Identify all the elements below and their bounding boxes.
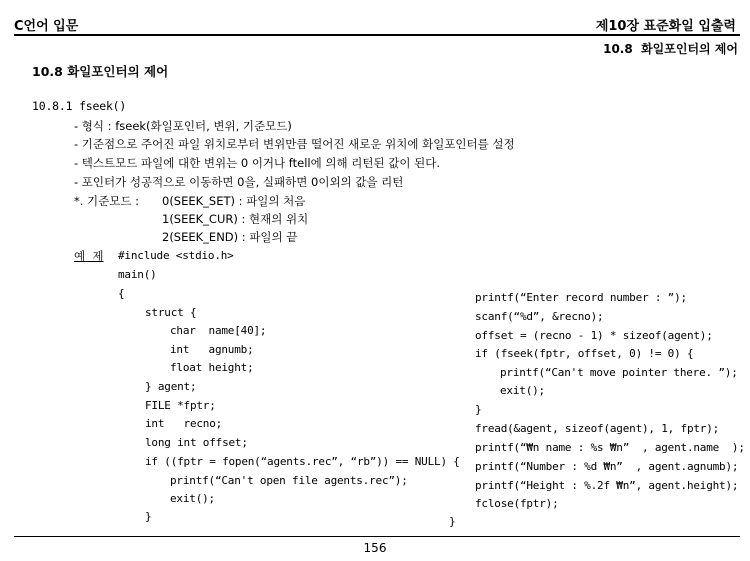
mode-seek-cur: 1(SEEK_CUR) : 현재의 위치: [162, 212, 309, 226]
code-offset: long int offset;: [145, 436, 248, 449]
footer-rule: [14, 536, 740, 537]
code-name-field: char name[40];: [170, 324, 267, 337]
header-rule: [14, 34, 740, 36]
example-label: 예 제: [74, 249, 104, 263]
section-running-label: 10.8 화일포인터의 제어: [603, 42, 738, 56]
chapter-title: 제10장 표준화일 입출력: [595, 19, 736, 34]
code-fseek-check: if (fseek(fptr, offset, 0) != 0) {: [475, 347, 694, 360]
code-exit-1: exit();: [170, 492, 215, 505]
code-printf-height: printf(“Height : %.2f ₩n”, agent.height);: [475, 479, 739, 492]
code-printf-number: printf(“Number : %d ₩n” , agent.agnumb);: [475, 460, 739, 473]
code-fclose: fclose(fptr);: [475, 497, 559, 510]
code-scanf: scanf(“%d”, &recno);: [475, 310, 604, 323]
code-printf-name: printf(“₩n name : %s ₩n” , agent.name );: [475, 441, 745, 454]
code-struct-close: } agent;: [145, 380, 197, 393]
code-file-ptr: FILE *fptr;: [145, 399, 216, 412]
subsection-title: 10.8.1 fseek(): [32, 99, 127, 113]
page-number: 156: [363, 541, 387, 555]
mode-seek-set: 0(SEEK_SET) : 파일의 처음: [162, 194, 306, 208]
code-fread: fread(&agent, sizeof(agent), 1, fptr);: [475, 422, 720, 435]
code-if-close: }: [145, 510, 152, 523]
code-agnumb-field: int agnumb;: [170, 343, 254, 356]
code-struct: struct {: [145, 306, 197, 319]
code-printf-move-error: printf(“Can't move pointer there. ”);: [500, 366, 738, 379]
code-main: main(): [118, 268, 157, 281]
code-main-close: }: [449, 515, 456, 528]
bullet-description: - 기준점으로 주어진 파일 위치로부터 변위만큼 떨어진 새로운 위치에 화일포인터를 설정: [74, 137, 515, 151]
book-title: C언어 입문: [14, 19, 79, 34]
code-height-field: float height;: [170, 361, 254, 374]
code-offset-calc: offset = (recno - 1) * sizeof(agent);: [475, 329, 713, 342]
code-printf-prompt: printf(“Enter record number : ”);: [475, 291, 687, 304]
bullet-return: - 포인터가 성공적으로 이동하면 0을, 실패하면 0이외의 값을 리턴: [74, 175, 404, 189]
section-title: 10.8 화일포인터의 제어: [32, 64, 169, 79]
code-fopen-check: if ((fptr = fopen(“agents.rec”, “rb”)) == NULL) {: [145, 455, 460, 468]
bullet-text-mode: - 텍스트모드 파일에 대한 변위는 0 이거나 ftell에 의해 리턴된 값이 된다.: [74, 156, 440, 170]
mode-seek-end: 2(SEEK_END) : 파일의 끝: [162, 230, 298, 244]
bullet-format: - 형식 : fseek(화일포인터, 변위, 기준모드): [74, 119, 292, 133]
code-exit-2: exit();: [500, 384, 545, 397]
code-include: #include <stdio.h>: [118, 249, 234, 262]
code-open-brace: {: [118, 287, 125, 300]
code-if-close-2: }: [475, 403, 482, 416]
modes-label: *. 기준모드 :: [74, 194, 143, 208]
code-printf-error: printf(“Can't open file agents.rec”);: [170, 474, 408, 487]
code-recno: int recno;: [145, 417, 223, 430]
